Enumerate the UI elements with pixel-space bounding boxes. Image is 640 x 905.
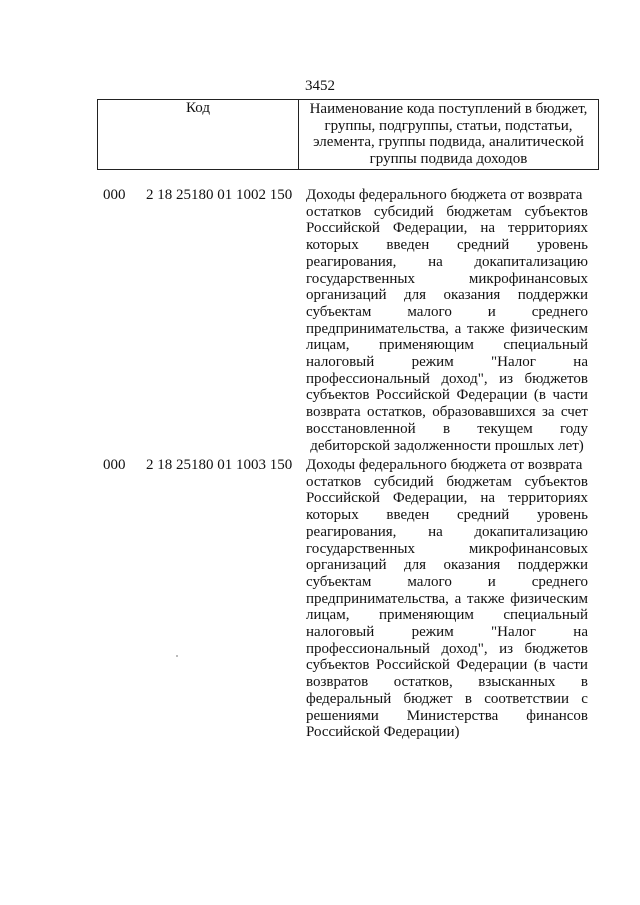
- word: и: [487, 303, 496, 320]
- word: налоговый: [306, 624, 375, 641]
- word: бюджетам: [446, 203, 512, 220]
- word: доход",: [441, 640, 488, 657]
- name-header-line: группы, подгруппы, статьи, подстатьи,: [324, 117, 573, 134]
- word: остатков,: [393, 674, 453, 691]
- word: лицам,: [306, 607, 350, 624]
- word: специальный: [503, 607, 588, 624]
- word: территориях: [507, 220, 588, 237]
- word: среднего: [531, 573, 588, 590]
- description-line: [306, 624, 588, 641]
- name-header-line: группы подвида доходов: [369, 150, 528, 167]
- description-line: [306, 220, 588, 237]
- word: Российской: [376, 657, 450, 674]
- word: докапитализацию: [474, 253, 588, 270]
- word: бюджет: [403, 690, 453, 707]
- word: микрофинансовых: [468, 540, 588, 557]
- name-header-line: элемента, группы подвида, аналитической: [313, 134, 584, 150]
- word: лицам,: [306, 337, 350, 354]
- word: введен: [386, 507, 430, 524]
- word: микрофинансовых: [468, 270, 588, 287]
- word: докапитализацию: [474, 523, 588, 540]
- word: субъектов: [306, 387, 370, 404]
- word: среднего: [531, 303, 588, 320]
- income-code-description: [306, 187, 588, 454]
- description-line: [306, 371, 588, 388]
- description-line: [306, 287, 588, 304]
- word: малого: [407, 573, 452, 590]
- word: для: [404, 557, 427, 574]
- admin-code: 000: [103, 457, 126, 473]
- description-line: [306, 691, 588, 708]
- word: в: [442, 420, 451, 437]
- description-line: [306, 271, 588, 288]
- word: "Налог: [491, 624, 536, 641]
- budget-classification-code: 2 18 25180 01 1003 150: [146, 457, 293, 473]
- word: остатков,: [366, 404, 426, 421]
- word: режим: [411, 624, 454, 641]
- word: уровень: [536, 237, 588, 254]
- description-line: Российской Федерации): [306, 724, 460, 741]
- page-number: 3452: [305, 78, 335, 94]
- word: режим: [411, 354, 454, 371]
- word: на: [428, 523, 443, 540]
- description-line: [306, 204, 588, 221]
- word: доход",: [441, 370, 488, 387]
- word: с: [581, 690, 588, 707]
- word: организаций: [306, 557, 387, 574]
- word: на: [480, 490, 496, 507]
- description-line: [306, 354, 588, 371]
- word: (в: [533, 657, 546, 674]
- word: субъектов: [524, 473, 588, 490]
- word: возврата: [306, 404, 361, 421]
- description-line: [306, 304, 588, 321]
- word: году: [560, 420, 588, 437]
- description-line: [306, 574, 588, 591]
- word: также: [467, 590, 505, 607]
- name-column-header: [299, 100, 599, 170]
- word: применяющим: [378, 337, 474, 354]
- word: части: [552, 657, 588, 674]
- word: реагирования,: [306, 523, 397, 540]
- description-line: [306, 387, 588, 404]
- description-line: [306, 404, 588, 421]
- word: бюджетам: [446, 473, 512, 490]
- word: также: [467, 320, 505, 337]
- description-line: [306, 254, 588, 271]
- word: физическим: [510, 590, 588, 607]
- description-line: [306, 337, 588, 354]
- scan-speck: [176, 655, 178, 657]
- word: поддержки: [517, 557, 588, 574]
- description-line: [306, 607, 588, 624]
- description-line: дебиторской задолженности прошлых лет): [310, 437, 584, 454]
- word: оказания: [443, 557, 501, 574]
- word: физическим: [510, 320, 588, 337]
- word: образовавшихся: [432, 404, 536, 421]
- word: Российской: [376, 387, 450, 404]
- word: решениями: [306, 707, 379, 724]
- word: предпринимательства,: [306, 320, 449, 337]
- word: части: [552, 387, 588, 404]
- description-line: [306, 321, 588, 338]
- word: Российской: [306, 220, 380, 237]
- description-line: Доходы федерального бюджета от возврата: [306, 457, 583, 473]
- description-line: [306, 421, 588, 438]
- word: реагирования,: [306, 253, 397, 270]
- word: и: [487, 573, 496, 590]
- word: предпринимательства,: [306, 590, 449, 607]
- word: текущем: [477, 420, 533, 437]
- income-code-description: [306, 457, 588, 741]
- description-line: [306, 557, 588, 574]
- name-header-line: Наименование кода поступлений в бюджет,: [309, 101, 588, 117]
- word: специальный: [503, 337, 588, 354]
- word: которых: [306, 237, 359, 254]
- word: из: [499, 640, 514, 657]
- word: на: [573, 354, 588, 371]
- word: Федерации,: [392, 490, 468, 507]
- word: остатков: [306, 473, 362, 490]
- word: введен: [386, 237, 430, 254]
- word: организаций: [306, 287, 387, 304]
- word: поддержки: [517, 287, 588, 304]
- word: возвратов: [306, 674, 369, 691]
- word: налоговый: [306, 354, 375, 371]
- word: средний: [456, 237, 510, 254]
- word: а: [454, 590, 462, 607]
- description-line: [306, 524, 588, 541]
- word: для: [404, 287, 427, 304]
- word: "Налог: [491, 354, 536, 371]
- description-line: [306, 591, 588, 608]
- word: счет: [560, 404, 588, 421]
- word: Федерации: [456, 387, 528, 404]
- word: субсидий: [373, 203, 434, 220]
- admin-code: 000: [103, 187, 126, 203]
- code-column-header: Код: [98, 100, 299, 170]
- description-line: [306, 641, 588, 658]
- word: финансов: [526, 707, 588, 724]
- word: Министерства: [406, 707, 499, 724]
- word: за: [541, 404, 555, 421]
- word: субъектов: [306, 657, 370, 674]
- word: Федерации,: [392, 220, 468, 237]
- word: взысканных: [478, 674, 556, 691]
- word: малого: [407, 303, 452, 320]
- description-line: [306, 237, 588, 254]
- word: оказания: [443, 287, 501, 304]
- word: соответствии: [484, 690, 570, 707]
- word: на: [480, 220, 496, 237]
- word: на: [573, 624, 588, 641]
- word: Российской: [306, 490, 380, 507]
- word: в: [464, 690, 472, 707]
- word: субъектам: [306, 303, 372, 320]
- budget-classification-code: 2 18 25180 01 1002 150: [146, 187, 293, 203]
- word: Федерации: [456, 657, 528, 674]
- word: профессиональный: [306, 640, 430, 657]
- word: применяющим: [378, 607, 474, 624]
- description-line: [306, 708, 588, 725]
- word: (в: [533, 387, 546, 404]
- word: из: [499, 370, 514, 387]
- word: государственных: [306, 540, 415, 557]
- word: в: [580, 674, 588, 691]
- word: остатков: [306, 203, 362, 220]
- word: уровень: [536, 507, 588, 524]
- word: на: [428, 253, 443, 270]
- description-line: [306, 657, 588, 674]
- word: которых: [306, 507, 359, 524]
- word: государственных: [306, 270, 415, 287]
- word: субсидий: [373, 473, 434, 490]
- description-line: [306, 490, 588, 507]
- word: средний: [456, 507, 510, 524]
- word: а: [454, 320, 462, 337]
- header-table: [97, 99, 599, 170]
- word: бюджетов: [524, 370, 588, 387]
- description-line: [306, 541, 588, 558]
- word: бюджетов: [524, 640, 588, 657]
- description-line: Доходы федерального бюджета от возврата: [306, 187, 583, 203]
- word: территориях: [507, 490, 588, 507]
- word: субъектов: [524, 203, 588, 220]
- word: восстановленной: [306, 420, 416, 437]
- description-line: [306, 474, 588, 491]
- word: профессиональный: [306, 370, 430, 387]
- word: субъектам: [306, 573, 372, 590]
- word: федеральный: [306, 690, 392, 707]
- description-line: [306, 674, 588, 691]
- description-line: [306, 507, 588, 524]
